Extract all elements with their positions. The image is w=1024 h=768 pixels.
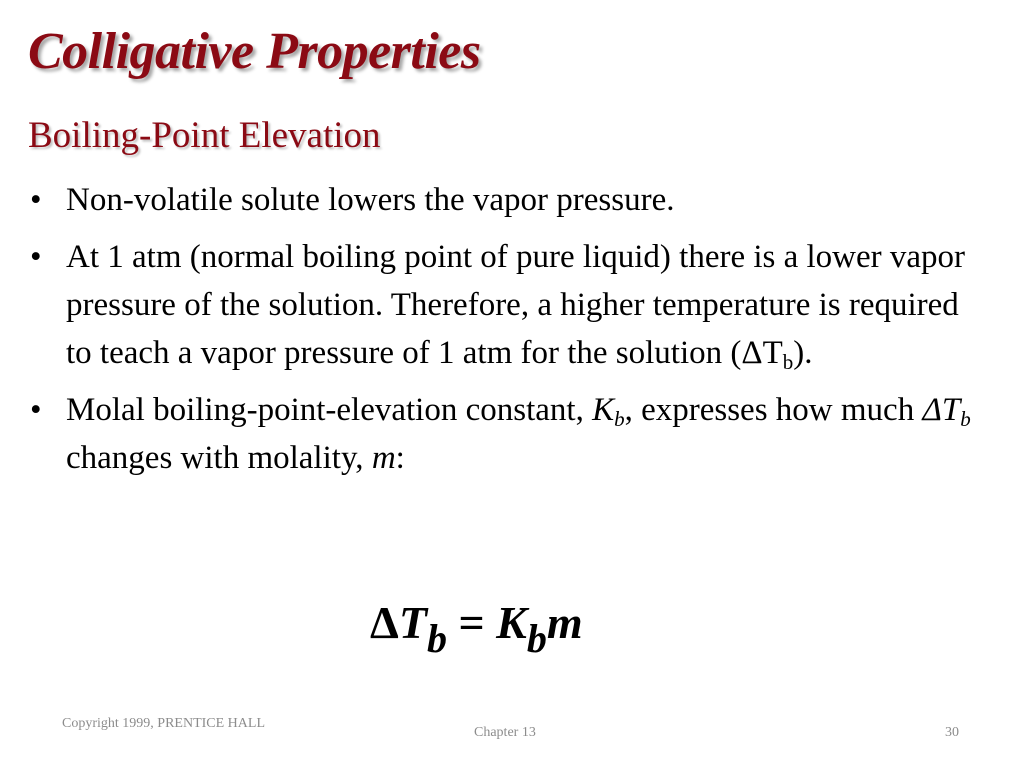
subscript-b: b [960, 407, 971, 431]
formula-equals: = [446, 597, 497, 648]
formula-m: m [546, 597, 583, 648]
bullet-text-end: ). [793, 335, 813, 371]
formula-k-subscript: b [526, 616, 547, 661]
bullet-item [30, 233, 990, 377]
subscript-b: b [614, 407, 625, 431]
bullet-list [30, 176, 990, 491]
bullet-dot: • [30, 392, 42, 428]
footer-page-number: 30 [945, 725, 959, 740]
slide-subtitle: Boiling-Point Elevation [28, 115, 381, 156]
subscript-b: b [782, 350, 794, 374]
footer-chapter: Chapter 13 [474, 725, 536, 740]
formula-t: T [398, 597, 427, 648]
bullet-text: Molal boiling-point-elevation constant, [66, 392, 593, 428]
delta-symbol: Δ [922, 392, 942, 428]
bullet-item [30, 386, 990, 482]
formula-k: K [496, 597, 527, 648]
bullet-text: At 1 atm (normal boiling point of pure liquid) there is a lower vapor pressure of the solution. Therefore, a higher temperature is required to teach a vapor pressure of 1 atm for the solution ( [66, 239, 966, 371]
bullet-item [30, 176, 990, 224]
variable-k: K [592, 392, 615, 428]
formula-delta: Δ [370, 597, 399, 648]
formula [370, 596, 583, 661]
delta-symbol: Δ [741, 335, 763, 371]
bullet-text: changes with molality, [66, 440, 372, 476]
bullet-dot: • [30, 182, 42, 218]
variable-t: T [762, 335, 783, 371]
slide-title: Colligative Properties [28, 23, 481, 80]
bullet-dot: • [30, 239, 42, 275]
variable-t: T [941, 392, 961, 428]
bullet-text: Non-volatile solute lowers the vapor pressure. [66, 182, 675, 218]
variable-m: m [371, 440, 396, 476]
footer-copyright: Copyright 1999, PRENTICE HALL [62, 716, 265, 731]
bullet-text-end: : [395, 440, 405, 476]
formula-t-subscript: b [426, 616, 447, 661]
bullet-text: , expresses how much [624, 392, 923, 428]
